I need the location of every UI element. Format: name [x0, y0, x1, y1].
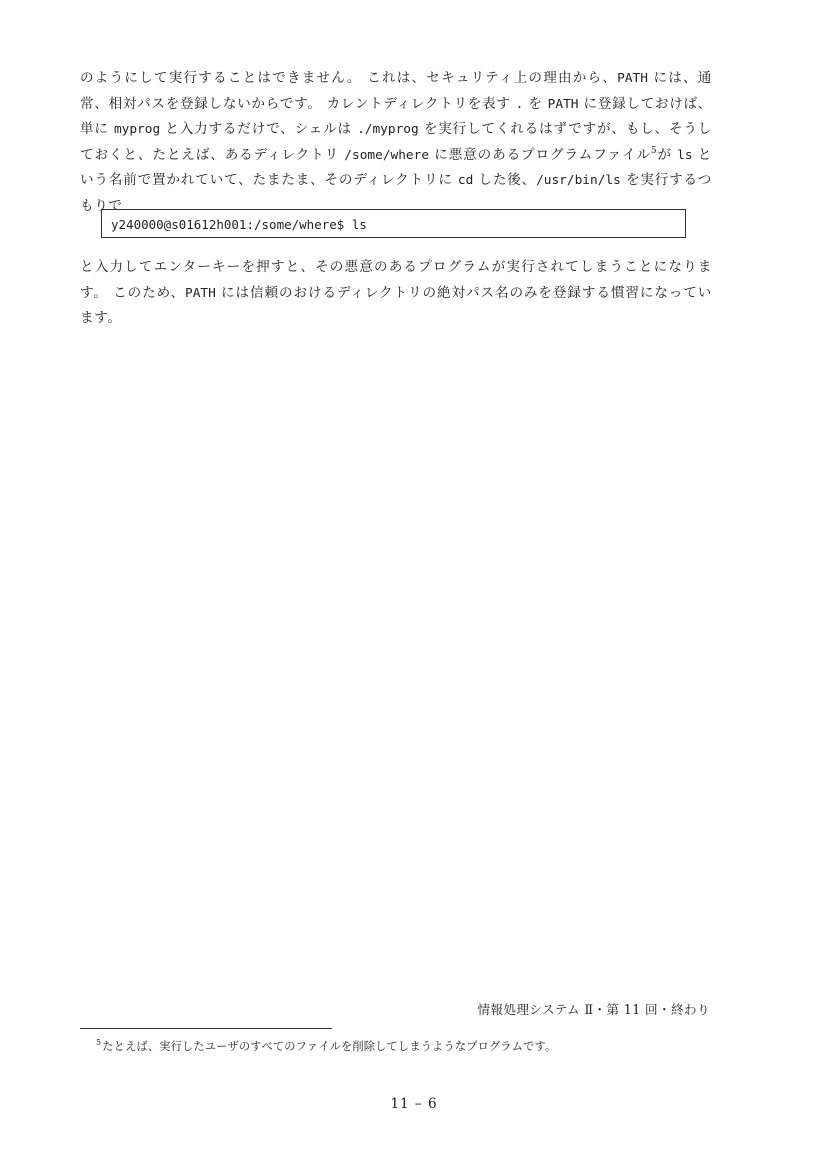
body-paragraph-2	[80, 255, 712, 332]
text-run: を実行するつもりで	[80, 172, 712, 214]
code-example-box: y240000@s01612h001:/some/where$ ls	[101, 209, 686, 238]
code-myprog: myprog	[113, 122, 161, 137]
code-path: PATH	[617, 71, 648, 86]
footnote-mark: 5	[96, 1038, 102, 1047]
footnote-text: たとえば、実行したユーザのすべてのファイルを削除してしまうようなプログラムです。	[102, 1040, 557, 1053]
text-run: のようにして実行することはできません。 これは、セキュリティ上の理由から、	[80, 70, 618, 86]
code-cd: cd	[457, 173, 474, 188]
text-run: した後、	[473, 172, 537, 188]
code-path: PATH	[185, 285, 216, 301]
footnote-divider	[80, 1028, 332, 1029]
text-run: と入力してエンターキーを押すと、その悪意のあるプログラムが実行されてしまうことになります。 このため、	[80, 259, 712, 301]
text-run: に悪意のあるプログラムファイル	[429, 146, 651, 163]
text-run: を	[523, 95, 548, 112]
code-some-where: /some/where	[344, 147, 430, 163]
code-dot: .	[515, 96, 524, 112]
text-run: という名前で置かれていて、たまたま、そのディレクトリに	[80, 146, 712, 188]
text-run: には信頼のおけるディレクトリの絶対パス名のみを登録する慣習になっています。	[80, 284, 712, 326]
text-run: に登録しておけば、単に	[80, 95, 712, 137]
text-run: には、通常、相対パスを登録しないからです。 カレントディレクトリを表す	[80, 70, 712, 112]
text-run: と入力するだけで、シェルは	[160, 121, 358, 137]
text-run: が	[657, 146, 678, 163]
page-number: 11 – 6	[390, 1096, 438, 1112]
code-usr-bin-ls: /usr/bin/ls	[536, 173, 621, 188]
code-dot-myprog: ./myprog	[357, 122, 419, 137]
footnote	[96, 1038, 556, 1054]
body-paragraph-1	[80, 66, 712, 219]
code-path: PATH	[547, 96, 579, 112]
code-ls: ls	[677, 147, 693, 163]
footnote-reference[interactable]: 5	[650, 145, 658, 156]
end-of-chapter-note: 情報処理システム Ⅱ・第 11 回・終わり	[477, 1002, 710, 1017]
text-run: を実行してくれるはずですが、もし、そうしておくと、たとえば、あるディレクトリ	[80, 121, 713, 163]
